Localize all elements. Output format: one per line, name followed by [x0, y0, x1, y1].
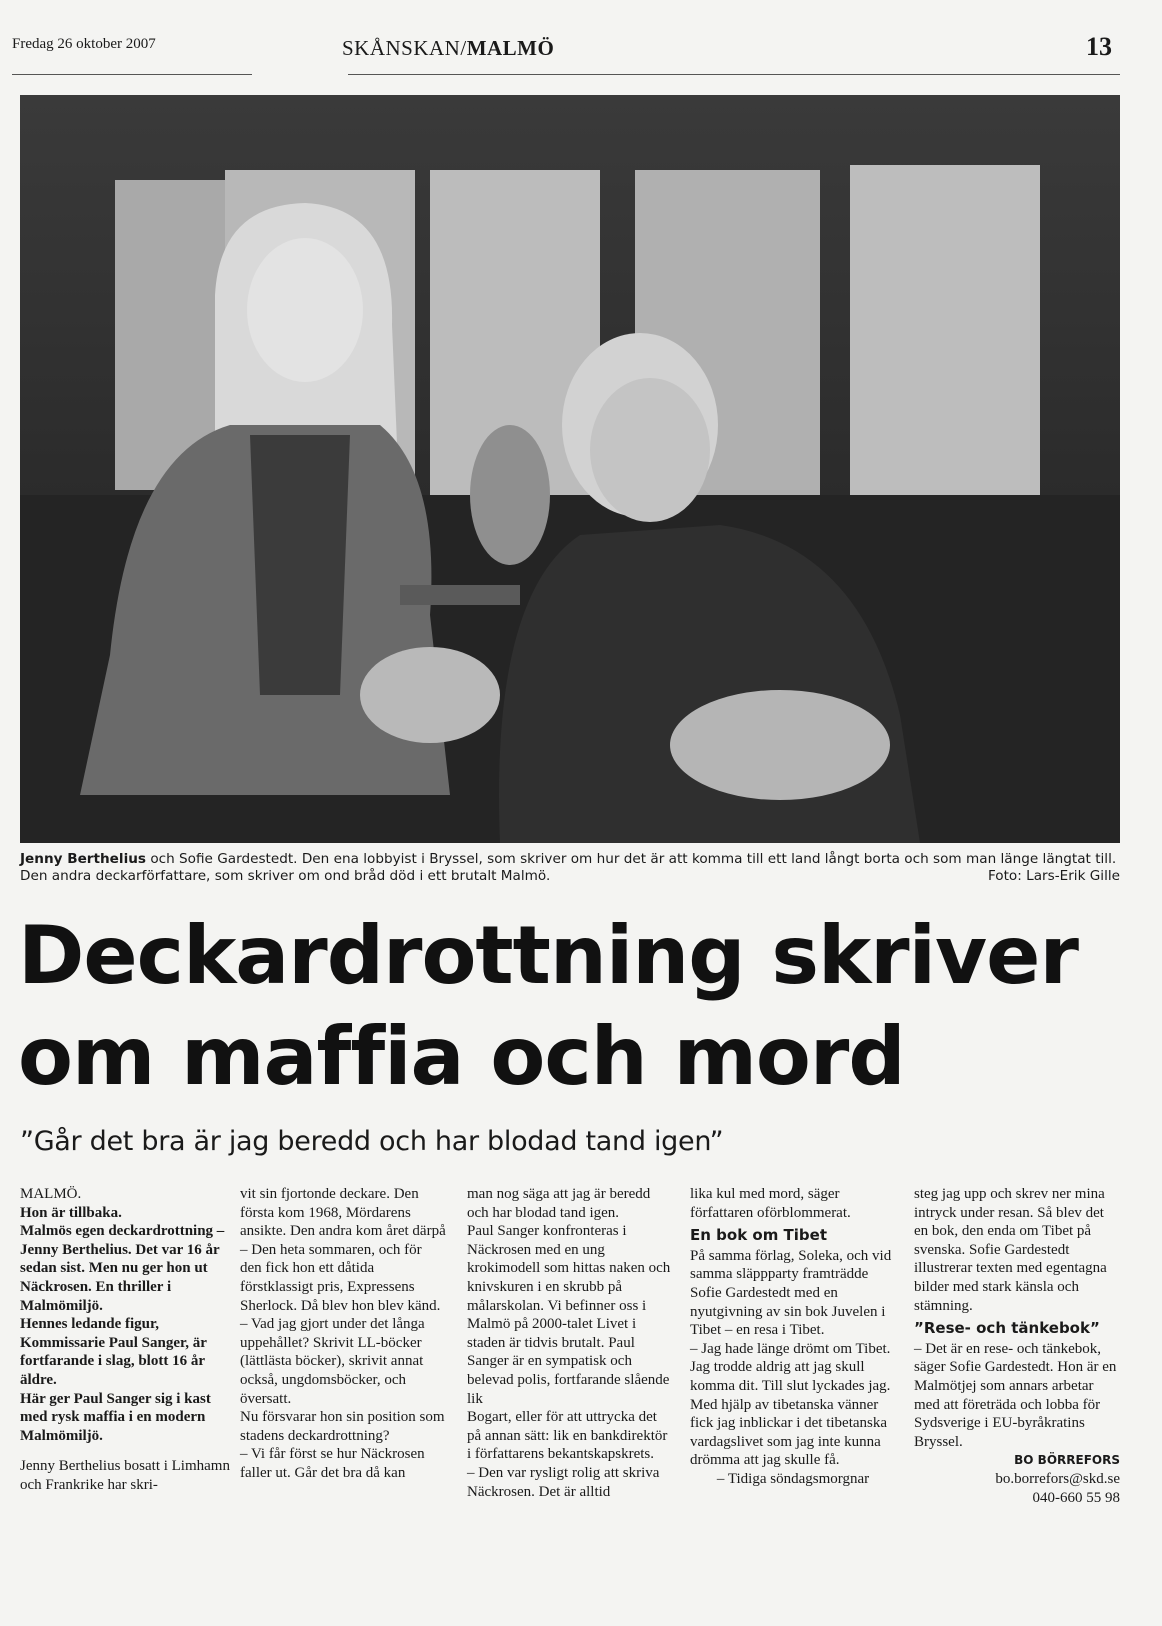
article-column-3: [467, 1185, 673, 1501]
lead-paragraph: Hon är tillbaka.: [20, 1204, 122, 1221]
article-column-4: [690, 1185, 896, 1489]
article-photo: [20, 95, 1120, 843]
issue-date: Fredag 26 oktober 2007: [12, 36, 156, 52]
header-rule: [12, 74, 252, 75]
body-paragraph: vit sin fjortonde deckare. Den första kom 1968, Mördarens ansikte. Den andra kom året därpå – Den heta sommaren, och för den fick hon ett dåtida förstklassigt pris, Expressens Sherlock. Då blev hon blev känd.: [240, 1186, 446, 1314]
photo-caption: [20, 851, 1120, 885]
page-number: 13: [1086, 32, 1112, 61]
author-byline: BO BÖRREFORS: [1014, 1453, 1120, 1468]
body-paragraph: – Det är en rese- och tänkebok, säger Sofie Gardestedt. Hon är en Malmötjej som annars arbetar med att företräda och lobba för Sydsverige i EU-byråkratins Bryssel.: [914, 1340, 1117, 1450]
body-paragraph: lika kul med mord, säger författaren oförblommerat.: [690, 1186, 851, 1221]
section-subhead: ”Rese- och tänkebok”: [914, 1319, 1100, 1338]
subheadline-quote: ”Går det bra är jag beredd och har blodad tand igen”: [20, 1126, 724, 1157]
section-name: SKÅNSKAN/: [342, 36, 467, 60]
lead-paragraph: Här ger Paul Sanger sig i kast med rysk maffia i en modern Malmömiljö.: [20, 1390, 211, 1444]
body-paragraph: Bogart, eller för att uttrycka det på annan sätt: lik en bankdirektör i författarens bekantskapskrets.: [467, 1409, 668, 1463]
body-paragraph: – Den var rysligt rolig att skriva Näckrosen. Det är alltid: [467, 1464, 660, 1500]
photo-two-women-seated-icon: [20, 95, 1120, 843]
headline-line-2: om maffia och mord: [18, 1010, 905, 1103]
caption-names: Jenny Berthelius: [20, 851, 146, 867]
body-paragraph: – Vad jag gjort under det långa uppehållet? Skrivit LL-böcker (lättlästa böcker), skrivit annat också, ungdomsböcker, och översatt.: [240, 1316, 425, 1407]
author-email[interactable]: bo.borrefors@skd.se: [995, 1470, 1120, 1487]
body-paragraph: Paul Sanger konfronteras i Näckrosen med en ung krokimodell som hittas naken och knivskuren i en skrubb på målarskolan. Vi befinner oss i Malmö på 2000-talet Livet i staden är tidvis brutalt. Paul Sanger är en sympatisk och belevad polis, fortfarande slående lik: [467, 1223, 671, 1407]
headline-line-1: Deckardrottning skriver: [18, 909, 1078, 1002]
body-paragraph: steg jag upp och skrev ner mina intryck under resan. Så blev det en bok, den enda om Tibet på svenska. Sofie Gardestedt illustrerar texten med egentagna bilder med stark känsla och stämning.: [914, 1186, 1107, 1314]
lead-paragraph: Malmös egen deckardrottning – Jenny Berthelius. Det var 16 år sedan sist. Men nu ger hon ut Näckrosen. En thriller i Malmömiljö.: [20, 1223, 225, 1314]
body-paragraph: – Jag hade länge drömt om Tibet. Jag trodde aldrig att jag skull komma dit. Till slut lyckades jag. Med hjälp av tibetanska vänner fick jag inblickar i det tibetanska vardagslivet som jag inte kunna drömma att jag skulle få.: [690, 1340, 891, 1469]
photo-credit: Foto: Lars-Erik Gille: [987, 868, 1120, 884]
section-title: [342, 36, 554, 61]
body-paragraph: På samma förlag, Soleka, och vid samma släppparty framträdde Sofie Gardestedt med en nyutgivning av sin bok Juvelen i Tibet – en resa i Tibet.: [690, 1247, 892, 1339]
caption-text: och Sofie Gardestedt. Den ena lobbyist i Bryssel, som skriver om hur det är att komma till ett land långt borta och som man länge längtat till. Den andra deckarförfattare, som skriver om ond bråd död i ett brutalt Malmö.: [20, 851, 1117, 884]
headline: [18, 905, 1128, 1107]
body-paragraph: Nu försvarar hon sin position som stadens deckardrottning?: [240, 1409, 445, 1444]
body-paragraph: Jenny Berthelius bosatt i Limhamn och Frankrike har skri-: [20, 1458, 230, 1493]
article-column-5: [914, 1185, 1120, 1507]
lead-paragraph: Hennes ledande figur, Kommissarie Paul Sanger, är fortfarande i slag, blott 16 år äldre.: [20, 1316, 207, 1388]
article-column-2: [240, 1185, 446, 1483]
section-subhead: En bok om Tibet: [690, 1226, 827, 1245]
page-header: [12, 32, 1120, 76]
body-paragraph: – Tidiga söndagsmorgnar: [716, 1470, 870, 1487]
dateline: MALMÖ.: [20, 1186, 82, 1202]
article-column-1: [20, 1185, 230, 1495]
body-paragraph: – Vi får först se hur Näckrosen faller ut. Går det bra då kan: [240, 1446, 425, 1481]
body-paragraph: man nog säga att jag är beredd och har blodad tand igen.: [467, 1186, 651, 1221]
section-city: MALMÖ: [466, 36, 555, 60]
header-rule-right: [348, 74, 1120, 75]
author-phone: 040-660 55 98: [1032, 1489, 1120, 1506]
